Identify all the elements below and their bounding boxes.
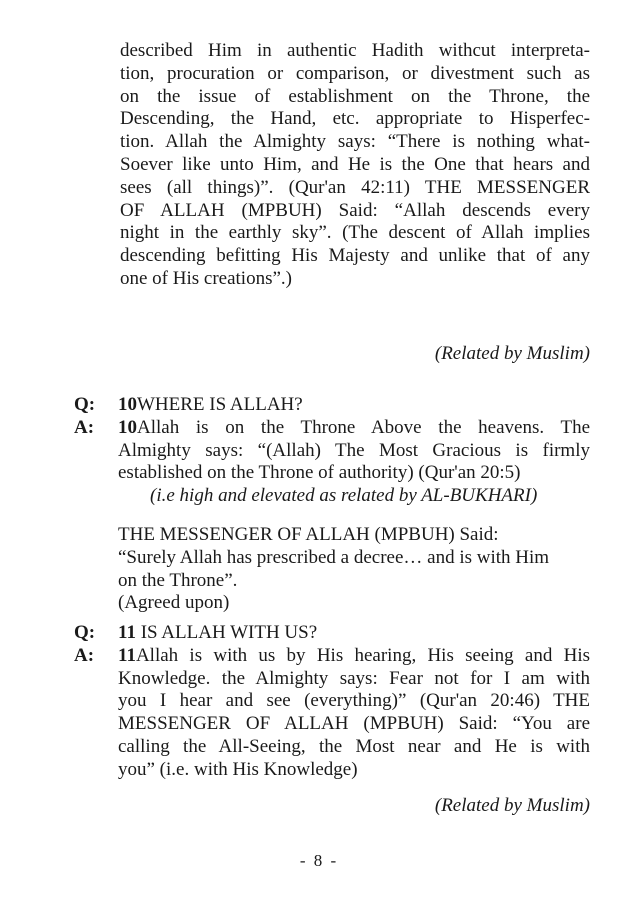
- question-marker: Q:: [74, 394, 96, 415]
- answer-line: Knowledge. the Almighty says: Fear not for I am with: [118, 667, 590, 689]
- hadith-line: “Surely Allah has prescribed a decree… and is with Him: [118, 546, 550, 568]
- intro-line: descending befitting His Majesty and unlike that of any: [120, 245, 590, 267]
- intro-line: described Him in authentic Hadith withcut interpreta-: [120, 40, 590, 61]
- answer-marker: A:: [74, 644, 95, 666]
- question-row: [74, 622, 590, 645]
- question-10: [74, 394, 590, 485]
- answer-citation: (Related by Muslim): [434, 795, 590, 816]
- answer-body: [118, 645, 590, 782]
- answer-row: [74, 645, 590, 782]
- intro-line: sees (all things)”. (Qur'an 42:11) THE MESSENGER: [120, 176, 590, 198]
- answer-line: calling the All-Seeing, the Most near and He is with: [118, 735, 590, 757]
- question-label: WHERE IS ALLAH?: [137, 394, 303, 415]
- intro-line: night in the earthly sky”. (The descent of Allah implies: [120, 222, 590, 244]
- answer-line: 11Allah is with us by His hearing, His seeing and His: [118, 644, 590, 666]
- question-marker: Q:: [74, 622, 96, 643]
- question-number: 10: [118, 394, 137, 415]
- answer-note: (i.e high and elevated as related by AL-BUKHARI): [150, 485, 538, 506]
- intro-line: Soever like unto Him, and He is the One that hears and: [120, 153, 590, 175]
- question-number: 11: [118, 622, 136, 643]
- answer-number: 10: [118, 416, 137, 438]
- question-row: [74, 394, 590, 417]
- intro-line: OF ALLAH (MPBUH) Said: “Allah descends every: [120, 199, 590, 221]
- answer-line: MESSENGER OF ALLAH (MPBUH) Said: “You are: [118, 713, 590, 735]
- hadith-line: THE MESSENGER OF ALLAH (MPBUH) Said:: [118, 524, 499, 545]
- hadith-line: on the Throne”.: [118, 569, 238, 591]
- intro-line: on the issue of establishment on the Throne, the: [120, 85, 590, 107]
- intro-line: tion, procuration or comparison, or divestment such as: [120, 62, 590, 84]
- intro-paragraph: [120, 40, 590, 291]
- question-label: IS ALLAH WITH US?: [135, 622, 318, 643]
- intro-citation: (Related by Muslim): [434, 343, 590, 364]
- answer-line: 10Allah is on the Throne Above the heavens. The: [118, 416, 590, 438]
- answer-line: Almighty says: “(Allah) The Most Gracious is firmly: [118, 439, 590, 461]
- intro-line: one of His creations”.): [120, 267, 292, 289]
- answer-row: [74, 417, 590, 485]
- answer-marker: A:: [74, 416, 95, 438]
- answer-number: 11: [118, 644, 136, 666]
- hadith-block: [118, 524, 549, 615]
- intro-line: Descending, the Hand, etc. appropriate to Hisperfec-: [120, 108, 590, 130]
- question-text: [118, 394, 303, 417]
- answer-line: you I hear and see (everything)” (Qur'an 20:46) THE: [118, 690, 590, 712]
- answer-body: [118, 417, 590, 485]
- answer-line: established on the Throne of authority) (Qur'an 20:5): [118, 462, 521, 484]
- hadith-line: (Agreed upon): [118, 592, 230, 614]
- answer-line: you” (i.e. with His Knowledge): [118, 758, 358, 780]
- intro-line: tion. Allah the Almighty says: “There is nothing what-: [120, 131, 590, 153]
- question-text: [118, 622, 317, 645]
- question-11: [74, 622, 590, 782]
- page-number: - 8 -: [299, 851, 339, 870]
